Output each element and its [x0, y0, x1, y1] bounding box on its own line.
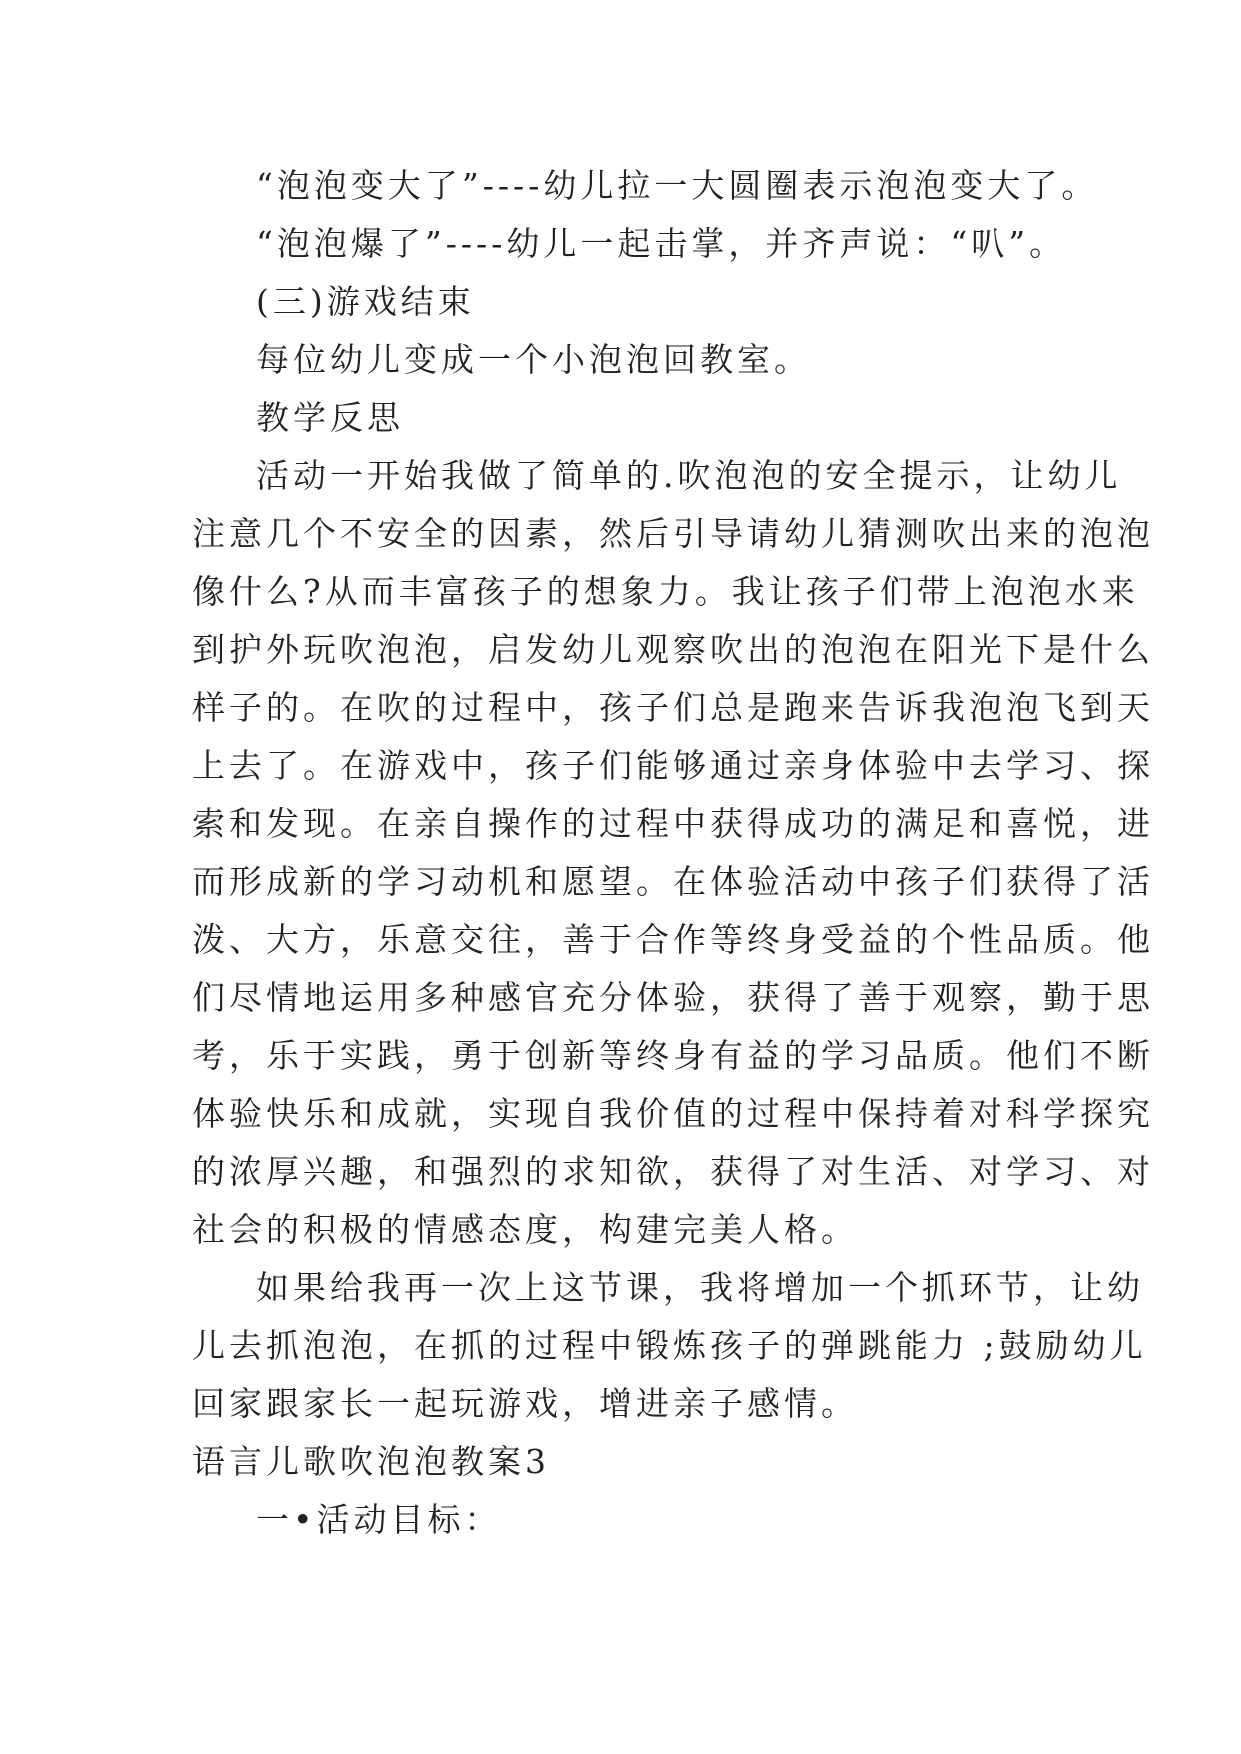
text-line-bubble-bigger: “泡泡变大了”----幼儿拉一大圆圈表示泡泡变大了。	[256, 166, 1099, 205]
paragraph-line: 到护外玩吹泡泡，启发幼儿观察吹出的泡泡在阳光下是什么	[192, 630, 1154, 669]
paragraph-line: 回家跟家长一起玩游戏，增进亲子感情。	[192, 1384, 858, 1423]
paragraph-line: 泼、大方，乐意交往，善于合作等终身受益的个性品质。他	[192, 920, 1154, 959]
paragraph-line: 的浓厚兴趣，和强烈的求知欲，获得了对生活、对学习、对	[192, 1152, 1154, 1191]
paragraph-line: 社会的积极的情感态度，构建完美人格。	[192, 1210, 858, 1249]
paragraph-line: 体验快乐和成就，实现自我价值的过程中保持着对科学探究	[192, 1094, 1154, 1133]
paragraph-line: 而形成新的学习动机和愿望。在体验活动中孩子们获得了活	[192, 862, 1154, 901]
text-line-bubble-pop: “泡泡爆了”----幼儿一起击掌，并齐声说：“叭”。	[256, 224, 1067, 263]
paragraph-line: 们尽情地运用多种感官充分体验，获得了善于观察，勤于思	[192, 978, 1154, 1017]
section-heading-reflection: 教学反思	[256, 398, 404, 437]
document-section-title: 语言儿歌吹泡泡教案3	[192, 1442, 550, 1481]
paragraph-line: 样子的。在吹的过程中，孩子们总是跑来告诉我泡泡飞到天	[192, 688, 1154, 727]
paragraph-line: 上去了。在游戏中，孩子们能够通过亲身体验中去学习、探	[192, 746, 1154, 785]
text-line-back-classroom: 每位幼儿变成一个小泡泡回教室。	[256, 340, 811, 379]
paragraph-line: 考，乐于实践，勇于创新等终身有益的学习品质。他们不断	[192, 1036, 1154, 1075]
paragraph-line: 儿去抓泡泡，在抓的过程中锻炼孩子的弹跳能力 ;鼓励幼儿	[192, 1326, 1147, 1365]
paragraph-line: 像什么?从而丰富孩子的想象力。我让孩子们带上泡泡水来	[192, 572, 1139, 611]
subheading-activity-goals: 一•活动目标：	[256, 1500, 502, 1539]
paragraph-line: 活动一开始我做了简单的.吹泡泡的安全提示，让幼儿	[256, 456, 1122, 495]
section-heading-game-end: (三)游戏结束	[256, 282, 475, 321]
paragraph-line: 如果给我再一次上这节课，我将增加一个抓环节，让幼	[256, 1268, 1144, 1307]
paragraph-line: 索和发现。在亲自操作的过程中获得成功的满足和喜悦，进	[192, 804, 1154, 843]
paragraph-line: 注意几个不安全的因素，然后引导请幼儿猜测吹出来的泡泡	[192, 514, 1154, 553]
